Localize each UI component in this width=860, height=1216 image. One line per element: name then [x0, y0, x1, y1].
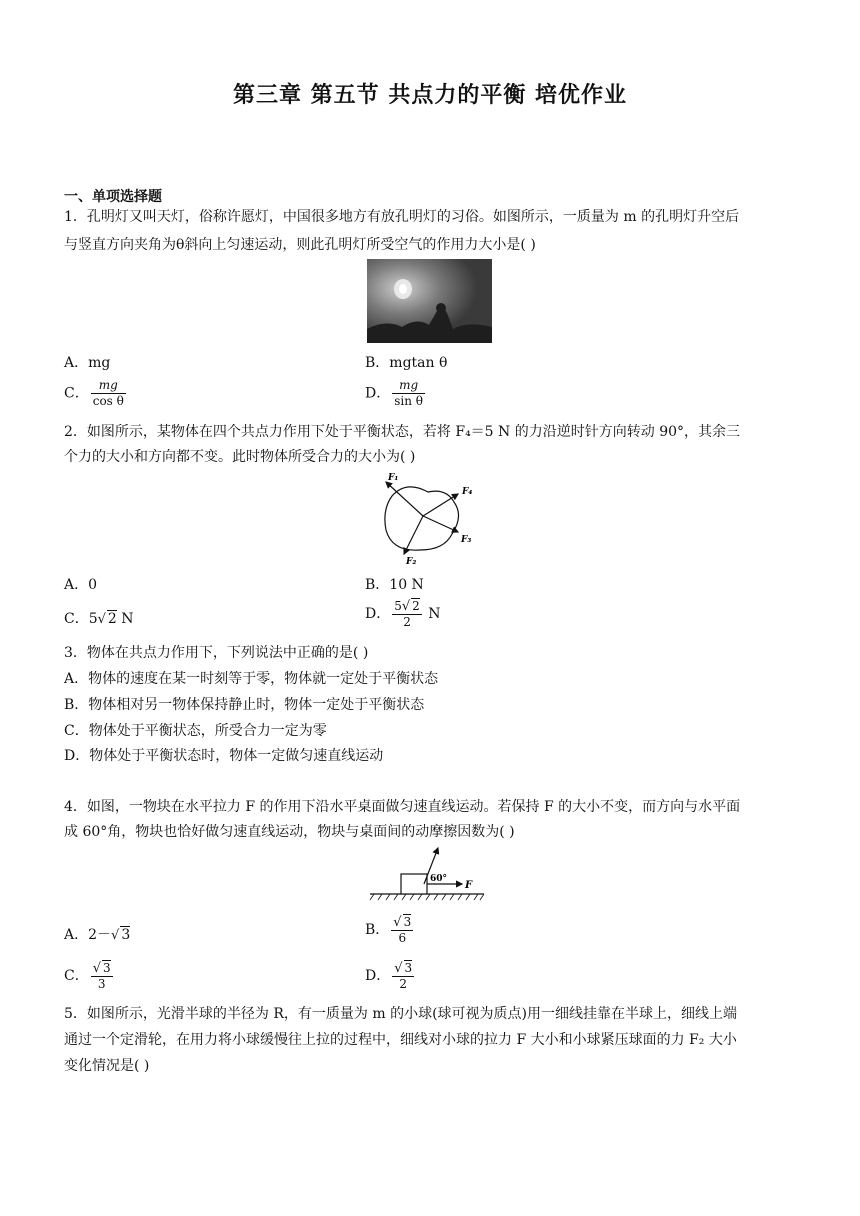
q1-option-c-prefix: C．: [64, 385, 89, 402]
q2-stem-line2: 个力的大小和方向都不变。此时物体所受合力的大小为( ): [64, 449, 416, 465]
q4-a-radicand: 3: [121, 927, 131, 943]
q4-option-d: D． $\frac{√ 3}{2}$: [365, 961, 413, 991]
sky-lantern-photo: [367, 259, 492, 343]
q4-stem-line2: 成 60°角，物块也恰好做匀速直线运动，物块与桌面间的动摩擦因数为( ): [64, 824, 515, 840]
q4-d-denominator: 2: [399, 977, 408, 991]
q1-stem-line2: 与竖直方向夹角为θ斜向上匀速运动，则此孔明灯所受空气的作用力大小是( ): [64, 237, 536, 253]
section-heading: 一、单项选择题: [64, 189, 162, 205]
q4-b-radicand: 3: [403, 915, 412, 929]
q3-option-d: D．物体处于平衡状态时，物体一定做匀速直线运动: [64, 748, 384, 764]
q1-option-d: [365, 378, 427, 409]
q2-option-d: D． $\frac{5√ 2}{2}$ N: [365, 599, 441, 629]
page-title: 第三章 第五节 共点力的平衡 培优作业: [233, 82, 627, 108]
q5-stem-line1: 5．如图所示，光滑半球的半径为 R，有一质量为 m 的小球(球可视为质点)用一细线挂靠在半球上，细线上端: [64, 1006, 737, 1022]
q2-option-c-prefix: C．5: [64, 611, 98, 627]
q1-option-d-prefix: D．: [365, 385, 391, 402]
q4-d-radicand: 3: [404, 961, 413, 975]
q2-option-d-prefix: D．: [365, 606, 391, 622]
q2-option-b: B．10 N: [365, 577, 424, 593]
four-forces-diagram: [370, 470, 485, 570]
q3-stem: 3．物体在共点力作用下，下列说法中正确的是( ): [64, 645, 369, 661]
q3-option-a: A．物体的速度在某一时刻等于零，物体就一定处于平衡状态: [64, 671, 439, 687]
q3-option-c: C．物体处于平衡状态，所受合力一定为零: [64, 723, 327, 739]
q1-option-b: B．mgtan θ: [365, 355, 448, 371]
q2-option-a: A．0: [64, 577, 98, 593]
f3-label: F₃: [461, 535, 472, 545]
q4-option-d-prefix: D．: [365, 968, 391, 984]
angle-label: 60°: [430, 874, 448, 884]
q2-d-denominator: 2: [403, 615, 411, 629]
q4-option-a-prefix: A．2－: [64, 927, 112, 943]
f4-label: F₄: [462, 487, 473, 497]
f1-label: F₁: [388, 473, 399, 483]
q4-b-denominator: 6: [398, 931, 407, 945]
q2-c-unit: N: [116, 611, 134, 627]
q2-c-radicand: 2: [107, 611, 117, 627]
q1-d-numerator: mg: [392, 378, 425, 394]
q5-stem-line2: 通过一个定滑轮，在用力将小球缓慢往上拉的过程中，细线对小球的拉力 F 大小和小球紧压球面的力 F₂ 大小: [64, 1032, 737, 1048]
f2-arrow: [404, 516, 423, 554]
f3-arrow: [423, 516, 458, 532]
q2-d-coef: 5: [394, 599, 402, 613]
q4-c-denominator: 3: [97, 977, 106, 991]
block-force-diagram: [366, 842, 488, 904]
q2-option-c: C．5√ 2 N: [64, 611, 134, 627]
q4-stem-line1: 4．如图，一物块在水平拉力 F 的作用下沿水平桌面做匀速直线运动。若保持 F 的大小不变，而方向与水平面: [64, 799, 741, 815]
block: [401, 874, 427, 894]
force-label: F: [465, 880, 473, 891]
q2-d-radicand: 2: [412, 599, 420, 613]
f4-arrow: [423, 494, 458, 516]
q4-c-radicand: 3: [103, 961, 111, 975]
q1-c-denominator: cos θ: [92, 394, 124, 408]
q4-option-b-prefix: B．: [365, 922, 390, 938]
q2-stem-line1: 2．如图所示，某物体在四个共点力作用下处于平衡状态，若将 F₄＝5 N 的力沿逆时针方向转动 90°，其余三: [64, 424, 741, 440]
f2-label: F₂: [406, 557, 417, 567]
q3-option-b: B．物体相对另一物体保持静止时，物体一定处于平衡状态: [64, 697, 425, 713]
q1-stem-line1: 1．孔明灯又叫天灯，俗称许愿灯，中国很多地方有放孔明灯的习俗。如图所示，一质量为 m 的孔明灯升空后: [64, 209, 740, 225]
q4-option-c: C． $\frac{√ 3}{3}$: [64, 961, 111, 991]
q1-option-c: [64, 378, 128, 409]
table-hatching: [370, 894, 484, 900]
q1-d-denominator: sin θ: [394, 394, 423, 408]
q4-option-a: A．2－√ 3: [64, 927, 131, 943]
q4-option-b: B． $\frac{√ 3}{6}$: [365, 915, 412, 945]
q1-c-numerator: mg: [91, 378, 126, 394]
q4-option-c-prefix: C．: [64, 968, 89, 984]
q2-d-unit: N: [428, 606, 441, 622]
q1-option-a: A．mg: [64, 355, 111, 371]
q5-stem-line3: 变化情况是( ): [64, 1058, 150, 1074]
